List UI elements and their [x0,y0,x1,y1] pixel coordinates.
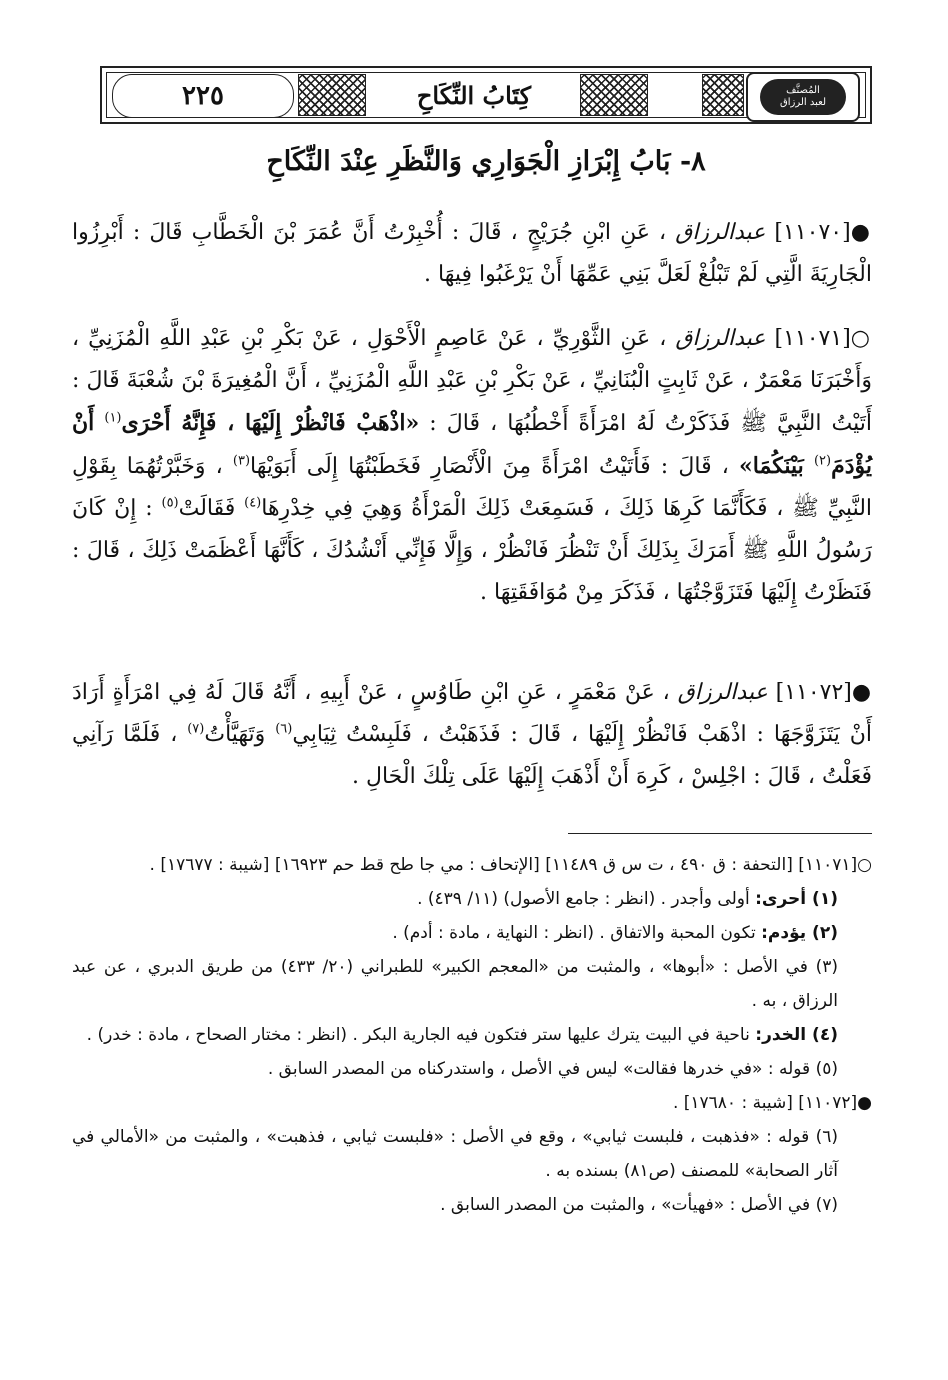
hadith-author: عبدالرزاق [675,220,766,245]
hadith-number: [١١٠٧٢] [775,680,852,705]
header-ornament [580,74,648,116]
hadith-11071 [72,318,872,614]
footnote-1 [72,882,872,916]
hadith-text: ، وَخَبَّرْتُهُمَا بِقَوْلِ النَّبِيِّ ﷺ ، فَكَأَنَّمَا كَرِهَا ذَلِكَ ، فَسَمِعَتْ ذَلِكَ الْمَرْأَةُ وَهِيَ فِي خِدْرِهَا [72,454,873,521]
footnote-ref: (٥) [161,495,179,511]
footnote-text: في الأصل : «فهيأت» ، والمثبت من المصدر السابق . [440,1195,811,1215]
hadith-paragraph [72,318,872,614]
footnote-label: (١) أحرى: [755,889,838,909]
footnote-label: (٥) [815,1059,838,1079]
prophetic-quote: بَيْنَكُمَا» [739,453,804,479]
hadith-text: فَقَالَتْ [178,496,236,521]
chapter-title: ٨- بَابُ إِبْرَازِ الْجَوَارِي وَالنَّظَرِ عِنْدَ النِّكَاحِ [266,146,706,177]
emblem-line-2: لعبد الرزاق [779,97,827,108]
hadith-paragraph [72,212,872,296]
page-header [100,66,872,124]
footnote-ref: (٣) [232,453,251,469]
footnote-3 [72,950,872,1018]
footnote-text: في الأصل : «أبوها» ، والمثبت من «المعجم الكبير» للطبراني (٢٠/ ٤٣٣) من طريق الدبري ، عن عبد الرزاق ، به . [72,957,838,1011]
hadith-marker: ○ [850,326,873,351]
hadith-11072 [72,672,872,798]
book-emblem-logo [746,72,860,122]
footnote-label: (٦) [815,1127,838,1147]
prophetic-quote: «اذْهَبْ فَانْظُرْ إِلَيْهَا ، فَإِنَّهُ أَحْرَى [121,410,420,436]
footnote-label: (٢) يؤدم: [761,923,838,943]
footnote-text: قوله : «في خدرها فقالت» ليس في الأصل ، واستدركناه من المصدر السابق . [267,1059,811,1079]
hadith-text: : إِنْ كَانَ رَسُولُ اللَّهِ ﷺ أَمَرَكَ بِذَلِكَ أَنْ تَنْظُرَ فَانْظُرْ ، وَإِلَّا فَإِنِّي أَنْشُدُكَ ، كَأَنَّهَا أَعْظَمَتْ ذَلِكَ ، قَالَ : فَنَظَرْتُ إِلَيْهَا فَتَزَوَّجْتُهَا ، فَذَكَرَ مِنْ مُوَافَقَتِهَا . [72,496,872,605]
hadith-text: وَتَهَيَّأْتُ [204,722,266,747]
header-ornament [702,74,744,116]
footnote-ref: (٤) [244,495,262,511]
hadith-number: [١١٠٧١] [774,326,851,351]
footnote-6 [72,1120,872,1188]
footnote-4 [72,1018,872,1052]
footnote-7 [72,1188,872,1222]
running-title: كِتَابُ النِّكَاحِ [372,74,576,116]
footnote-text: أولى وأجدر . (انظر : جامع الأصول) (١١/ ٤٣٩) . [417,889,750,909]
footnote-ref: (١) [104,410,122,426]
footnote-text: قوله : «فذهبت ، فلبست ثيابي» ، وقع في الأصل : «فلبست ثيابي ، فذهبت» ، والمثبت من «الأمالي في آثار الصحابة» للمصنف (ص٨١) بسنده به . [72,1127,838,1181]
footnote-ref: (٢) [813,453,832,469]
hadith-author: عبدالرزاق [677,680,768,705]
hadith-marker: ● [851,680,872,705]
hadith-11070 [72,212,872,296]
emblem-oval [760,79,846,115]
footnote-label: (٣) [815,957,839,977]
footnote-2 [72,916,872,950]
footnote-text: تكون المحبة والاتفاق . (انظر : النهاية ، مادة : أدم) . [392,923,756,943]
emblem-line-1: المُصنَّف [786,85,820,96]
hadith-text: ، فَلَمَّا رَآنِي فَعَلْتُ ، قَالَ : اجْلِسْ ، كَرِهَ أَنْ أَذْهَبَ إِلَيْهَا عَلَى تِلْكَ الْحَالِ . [72,722,872,789]
footnote-5 [72,1052,872,1086]
footnote-ref: (٧) [187,721,205,737]
footnote-text: ناحية في البيت يترك عليها ستر فتكون فيه الجارية البكر . (انظر : مختار الصحاح ، مادة : خدر) . [86,1025,750,1045]
reference-line: ○[١١٠٧١] [التحفة : ق ٤٩٠ ، ت س ق ١١٤٨٩] [الإتحاف : مي جا طح قط حم ١٦٩٢٣] [شيبة : ١٧٦٧٧] . [149,855,872,875]
hadith-paragraph [72,672,872,798]
hadith-text: ، عَنِ ابْنِ جُرَيْجٍ ، قَالَ : أُخْبِرْتُ أَنَّ عُمَرَ بْنَ الْخَطَّابِ قَالَ : أَبْرِزُوا الْجَارِيَةَ الَّتِي لَمْ تَبْلُغْ لَعَلَّ بَنِي عَمِّهَا أَنْ يَرْغَبُوا فِيهَا . [72,220,872,287]
header-ornament [298,74,366,116]
hadith-author: عبدالرزاق [675,326,766,351]
prophetic-quote: أَنْ يُؤْدَمَ [72,410,872,479]
footnote-label: (٤) الخدر: [755,1025,838,1045]
hadith-number: [١١٠٧٠] [774,220,851,245]
hadith-text: ، عَنْ مَعْمَرٍ ، عَنِ ابْنِ طَاوُسٍ ، عَنْ أَبِيهِ ، أَنَّهُ قَالَ لَهُ فِي امْرَأَةٍ أَرَادَ أَنْ يَتَزَوَّجَهَا : اذْهَبْ فَانْظُرْ إِلَيْهَا ، قَالَ : فَذَهَبْتُ ، فَلَبِسْتُ ثِيَابِي [72,680,872,747]
reference-line: ●[١١٠٧٢] [شيبة : ١٧٦٨٠] . [672,1093,872,1113]
footnote-label: (٧) [815,1195,838,1215]
hadith-marker: ● [850,220,872,245]
hadith-text: ، قَالَ : فَأَتَيْتُ امْرَأَةً مِنَ الْأَنْصَارِ فَخَطَبْتُهَا إِلَى أَبَوَيْهَا [250,454,729,479]
page-number: ٢٢٥ [112,74,294,118]
footnote-ref: (٦) [275,721,293,737]
footnotes [72,848,872,1222]
hadith-text: ، عَنِ الثَّوْرِيِّ ، عَنْ عَاصِمٍ الْأَحْوَلِ ، عَنْ بَكْرِ بْنِ عَبْدِ اللَّهِ الْمُزَنِيِّ ، وَأَخْبَرَنَا مَعْمَرٌ ، عَنْ ثَابِتٍ الْبُنَانِيِّ ، عَنْ بَكْرِ بْنِ عَبْدِ اللَّهِ الْمُزَنِيِّ ، أَنَّ الْمُغِيرَةَ بْنَ شُعْبَةَ قَالَ : أَتَيْتُ النَّبِيَّ ﷺ فَذَكَرْتُ لَهُ امْرَأَةً أَخْطُبُهَا ، قَالَ : [72,326,872,436]
footnote-separator [568,833,872,834]
